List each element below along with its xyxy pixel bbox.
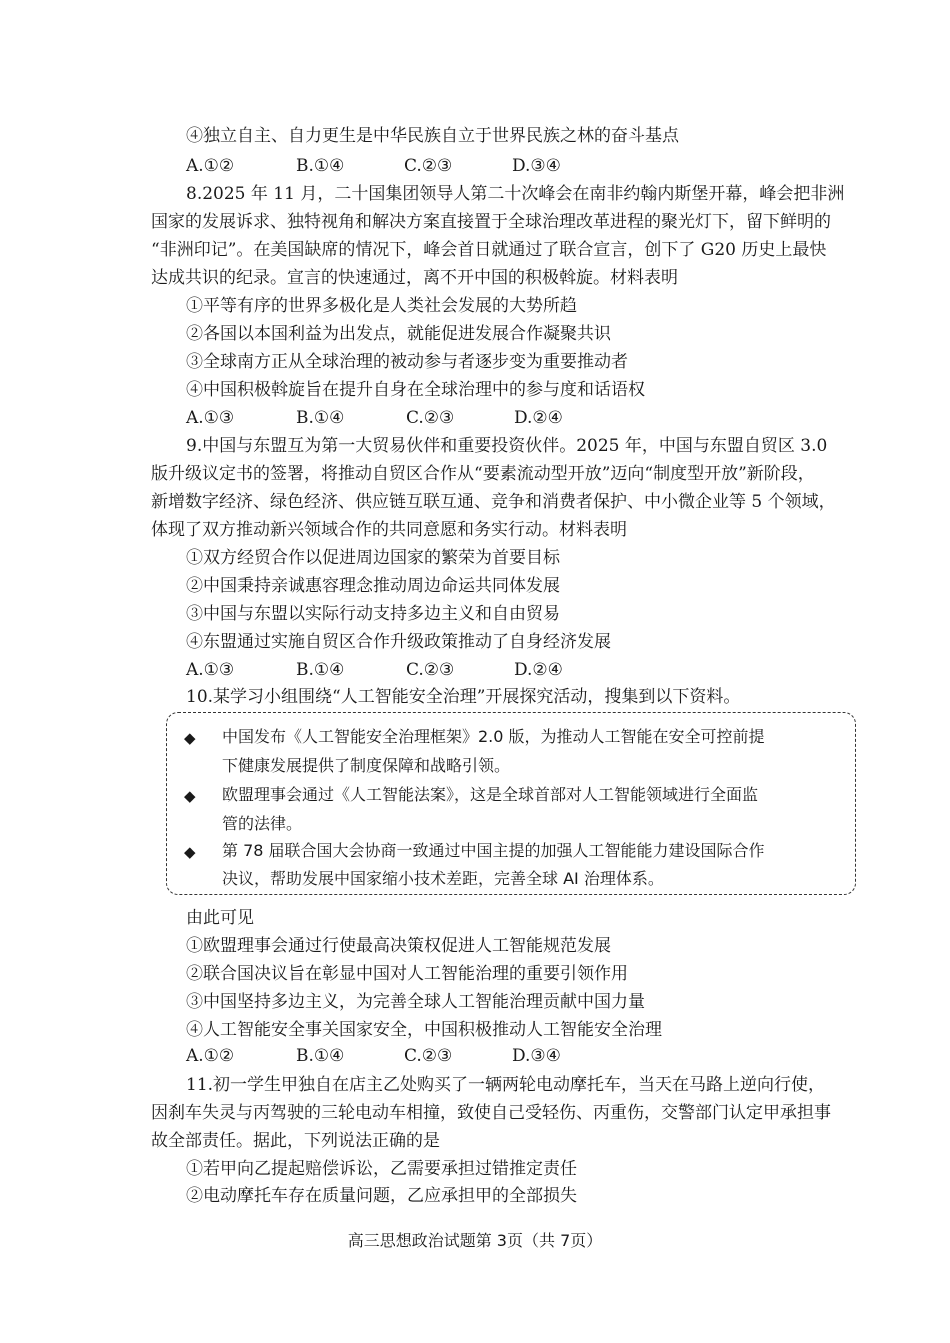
q10-option-d: D.③④ — [512, 1046, 561, 1066]
q8-stem-line-1: 8.2025 年 11 月，二十国集团领导人第二十次峰会在南非约翰内斯堡开幕，峰会把非洲 — [186, 184, 845, 204]
q10-option-a: A.①② — [186, 1046, 235, 1066]
bullet-diamond-icon: ◆ — [184, 729, 196, 747]
q8-item-1: ①平等有序的世界多极化是人类社会发展的大势所趋 — [186, 296, 577, 316]
q9-option-b: B.①④ — [296, 660, 345, 680]
q8-item-3: ③全球南方正从全球治理的被动参与者逐步变为重要推动者 — [186, 352, 628, 372]
q10-material-3-line-2: 决议，帮助发展中国家缩小技术差距，完善全球 AI 治理体系。 — [222, 869, 664, 888]
q11-item-1: ①若甲向乙提起赔偿诉讼，乙需要承担过错推定责任 — [186, 1159, 577, 1179]
q9-stem-line-3: 新增数字经济、绿色经济、供应链互联互通、竞争和消费者保护、中小微企业等 5 个领域， — [151, 492, 836, 512]
q10-conclusion: 由此可见 — [186, 908, 254, 928]
q10-material-3-line-1: 第 78 届联合国大会协商一致通过中国主提的加强人工智能能力建设国际合作 — [222, 841, 765, 860]
q7-option-c: C.②③ — [404, 156, 453, 176]
q10-stem: 10.某学习小组围绕“人工智能安全治理”开展探究活动，搜集到以下资料。 — [186, 687, 741, 707]
q8-stem-line-3: “非洲印记”。在美国缺席的情况下，峰会首日就通过了联合宣言，创下了 G20 历史上最快 — [151, 240, 827, 260]
q9-item-4: ④东盟通过实施自贸区合作升级政策推动了自身经济发展 — [186, 632, 611, 652]
q9-stem-line-1: 9.中国与东盟互为第一大贸易伙伴和重要投资伙伴。2025 年，中国与东盟自贸区 3.0 — [186, 436, 828, 456]
q11-stem-line-3: 故全部责任。据此，下列说法正确的是 — [151, 1131, 440, 1151]
q11-stem-line-1: 11.初一学生甲独自在店主乙处购买了一辆两轮电动摩托车，当天在马路上逆向行使， — [186, 1075, 826, 1095]
q10-item-2: ②联合国决议旨在彰显中国对人工智能治理的重要引领作用 — [186, 964, 628, 984]
q10-option-c: C.②③ — [404, 1046, 453, 1066]
q8-option-c: C.②③ — [406, 408, 455, 428]
q7-option-a: A.①② — [186, 156, 235, 176]
q10-material-1-line-1: 中国发布《人工智能安全治理框架》2.0 版，为推动人工智能在安全可控前提 — [222, 727, 765, 746]
q8-option-d: D.②④ — [514, 408, 563, 428]
bullet-diamond-icon: ◆ — [184, 843, 196, 861]
q10-option-b: B.①④ — [296, 1046, 345, 1066]
q11-item-2: ②电动摩托车存在质量问题，乙应承担甲的全部损失 — [186, 1186, 577, 1206]
q9-stem-line-4: 体现了双方推动新兴领域合作的共同意愿和务实行动。材料表明 — [151, 520, 627, 540]
q9-option-d: D.②④ — [514, 660, 563, 680]
q8-option-b: B.①④ — [296, 408, 345, 428]
q9-item-3: ③中国与东盟以实际行动支持多边主义和自由贸易 — [186, 604, 560, 624]
q8-option-a: A.①③ — [186, 408, 235, 428]
q8-item-4: ④中国积极斡旋旨在提升自身在全球治理中的参与度和话语权 — [186, 380, 645, 400]
q7-option-b: B.①④ — [296, 156, 345, 176]
q10-item-1: ①欧盟理事会通过行使最高决策权促进人工智能规范发展 — [186, 936, 611, 956]
q9-stem-line-2: 版升级议定书的签署，将推动自贸区合作从“要素流动型开放”迈向“制度型开放”新阶段， — [151, 464, 815, 484]
q9-item-2: ②中国秉持亲诚惠容理念推动周边命运共同体发展 — [186, 576, 560, 596]
q7-item-4: ④独立自主、自力更生是中华民族自立于世界民族之林的奋斗基点 — [186, 126, 679, 146]
page-footer: 高三思想政治试题第 3页（共 7页） — [347, 1231, 603, 1250]
q10-item-3: ③中国坚持多边主义，为完善全球人工智能治理贡献中国力量 — [186, 992, 645, 1012]
q7-option-d: D.③④ — [512, 156, 561, 176]
q8-item-2: ②各国以本国利益为出发点，就能促进发展合作凝聚共识 — [186, 324, 611, 344]
q8-stem-line-4: 达成共识的纪录。宣言的快速通过，离不开中国的积极斡旋。材料表明 — [151, 268, 678, 288]
q10-material-1-line-2: 下健康发展提供了制度保障和战略引领。 — [222, 756, 511, 775]
q10-material-2-line-1: 欧盟理事会通过《人工智能法案》，这是全球首部对人工智能领域进行全面监 — [222, 785, 759, 804]
q9-option-a: A.①③ — [186, 660, 235, 680]
q10-item-4: ④人工智能安全事关国家安全，中国积极推动人工智能安全治理 — [186, 1020, 662, 1040]
q8-stem-line-2: 国家的发展诉求、独特视角和解决方案直接置于全球治理改革进程的聚光灯下，留下鲜明的 — [151, 212, 831, 232]
q10-material-2-line-2: 管的法律。 — [222, 814, 303, 833]
q9-option-c: C.②③ — [406, 660, 455, 680]
bullet-diamond-icon: ◆ — [184, 787, 196, 805]
q11-stem-line-2: 因刹车失灵与丙驾驶的三轮电动车相撞，致使自己受轻伤、丙重伤，交警部门认定甲承担事 — [151, 1103, 831, 1123]
q9-item-1: ①双方经贸合作以促进周边国家的繁荣为首要目标 — [186, 548, 560, 568]
